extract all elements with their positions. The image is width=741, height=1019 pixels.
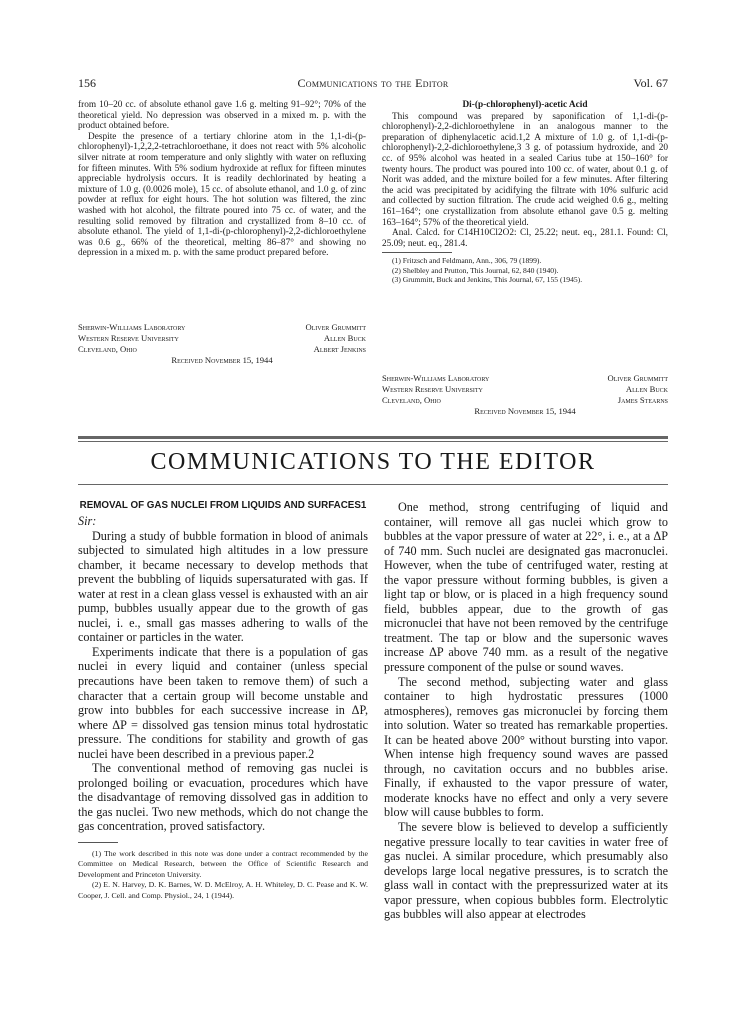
footnote: (1) The work described in this note was done under a contract recommended by the Committee on Medical Research, between the Office of Scientific Research and Development and Princeton University. [78,849,368,879]
author-name: James Stearns [617,395,668,405]
paragraph: This compound was prepared by saponification of 1,1-di-(p-chlorophenyl)-2,2-dichloroethylene in an analogous manner to the preparation of diphenylacetic acid.1,2 A mixture of 1.0 g. of 1,1-di-(p-chlorophenyl)-2,2-dichloroethylene,3 3 g. of potassium hydroxide, and 20 cc. of 95% alcohol was heated in a sealed Carius tube at 150–160° for twenty hours. The product was poured into 100 cc. of water, about 0.1 g. of Norit was added, and the mixture boiled for a few minutes. After filtering the acid was precipitated by acidifying the filtrate with 10% sulfuric acid and collected by suction filtration. The crude acid weighed 0.6 g., melting 161–164°; one crystallization from absolute ethanol gave 0.5 g. melting 163–164°; 57% of the theoretical yield. [382,111,668,228]
analysis-line: Anal. Calcd. for C14H10Cl2O2: Cl, 25.22; neut. eq., 281.1. Found: Cl, 25.09; neut. eq., 281.4. [382,228,668,249]
article-left-column [78,500,368,901]
paragraph: Experiments indicate that there is a population of gas nuclei in every liquid and container (unless special precautions have been taken to remove them) of such a character that a certain group will become unstable and grow into bubbles for each successive increase in ΔP, where ΔP = dissolved gas tension minus total hydrostatic pressure. The conditions for stability and growth of gas nuclei have been described in a previous paper.2 [78,644,368,761]
paragraph: The conventional method of removing gas nuclei is prolonged boiling or evacuation, procedures which have the disadvantage of removing dissolved gas in addition to the gas nuclei. Two new methods, which do not change the gas concentration, proved satisfactory. [78,761,368,834]
affiliation-line: Sherwin-Williams Laboratory [382,373,490,383]
footnote: (3) Grummitt, Buck and Jenkins, This Journal, 67, 155 (1945). [392,274,583,284]
top-left-column [78,100,366,259]
page-number: 156 [78,76,96,90]
affiliation-line: Western Reserve University [382,384,483,394]
section-divider-rule [78,436,668,439]
author-name: Allen Buck [323,333,366,343]
paragraph: One method, strong centrifuging of liquid and container, will remove all gas nuclei which grow to bubbles at the vapor pressure of water at 22°, i. e., at a ΔP of 740 mm. Such nuclei are designated gas macronuclei. However, when the tube of centrifuged water, resting at the vapor pressure without forming bubbles, is given a light tap or blow, or is placed in a high frequency sound field, bubbles appear, due to the growth of gas micronuclei that have not been removed by the centrifuge treatment. The tap or blow and the supersonic waves increase ΔP above 740 mm. as a result of the negative pressure component of the pulse or sound waves. [384,500,668,675]
signature-block [78,322,366,366]
paragraph: During a study of bubble formation in blood of animals subjected to simulated high altitudes in a low pressure chamber, it became necessary to develop methods that prevent the bubbling of liquids supersaturated with gas. If water at rest in a clean glass vessel is exhausted with an air pump, bubbles usually appear due to the growth of gas nuclei, i. e., small gas masses adhering to walls of the container or particles in the water. [78,528,368,645]
author-name: Albert Jenkins [313,344,366,354]
paragraph: from 10–20 cc. of absolute ethanol gave 1.6 g. melting 91–92°; 70% of the theoretical yield. No depression was observed in a mixed m. p. with the product obtained before. [78,100,366,132]
author-name: Allen Buck [625,384,668,394]
affiliation-line: Cleveland, Ohio [78,344,137,354]
affiliation-line: Cleveland, Ohio [382,395,441,405]
paragraph: Despite the presence of a tertiary chlorine atom in the 1,1-di-(p-chlorophenyl)-1,2,2,2-tetrachloroethane, it does not react with 5% alcoholic silver nitrate at room temperature and only slightly with water on refluxing for fifteen minutes. With 5% sodium hydroxide at reflux for fifteen minutes appreciable hydrolysis occurs. It is readily dechlorinated by heating a mixture of 1.0 g. (0.0026 mole), 15 cc. of absolute ethanol, and 1.0 g. of zinc powder at reflux for eight hours. The hot solution was filtered, the zinc washed with hot alcohol, the filtrate poured into 75 cc. of water, and the resulting solid removed by filtration and crystallized from 8–10 cc. of absolute ethanol. The yield of 1,1-di-(p-chlorophenyl)-2,2-dichloroethylene was 0.6 g., 66% of the theoretical, melting 86–87° and showing no depression in a mixed m. p. with the same product prepared before. [78,131,366,259]
footnote: (2) E. N. Harvey, D. K. Barnes, W. D. McElroy, A. H. Whiteley, D. C. Pease and K. W. Cooper, J. Cell. and Comp. Physiol., 24, 1 (1944). [78,880,368,900]
paragraph: The second method, subjecting water and glass container to high hydrostatic pressures (1000 atmospheres), removes gas micronuclei by forcing them into solution. Water so treated has remarkable properties. It can be heated above 200° without bursting into vapor. When intense high frequency sound waves are passed through, no cavitation occurs and no bubbles arise. Finally, if exhausted to the vapor pressure of water, moderate knocks have no effect and only a very severe blow will cause bubbles to form. [384,674,668,820]
top-right-column [382,100,668,284]
article-right-column [384,500,668,922]
affiliation-line: Western Reserve University [78,333,179,343]
author-name: Oliver Grummitt [305,322,366,332]
salutation: Sir: [78,514,97,528]
footnote: (1) Fritzsch and Feldmann, Ann., 306, 79 (1899). [392,256,542,266]
signature-block [382,373,668,417]
footnote-rule [78,842,118,843]
footnote: (2) Shelbley and Prutton, This Journal, 62, 840 (1940). [392,265,559,275]
received-date: Received November 15, 1944 [474,406,576,416]
affiliation-line: Sherwin-Williams Laboratory [78,322,186,332]
volume-label: Vol. 67 [633,76,668,90]
section-title: COMMUNICATIONS TO THE EDITOR [150,449,596,475]
author-name: Oliver Grummitt [607,373,668,383]
paragraph: The severe blow is believed to develop a sufficiently negative pressure locally to tear cavities in water free of gas nuclei. A similar procedure, which presumably also develops large local negative pressures, is to scratch the glass wall in contact with the prepressurized water at its vapor pressure, when copious bubbles form. Electrolytic gas bubbles will also appear at electrodes [384,820,668,922]
section-divider-rule [78,441,668,442]
running-header [78,76,668,92]
section-divider-rule [78,484,668,485]
article-title: REMOVAL OF GAS NUCLEI FROM LIQUIDS AND SURFACES1 [79,500,367,511]
footnote-rule [382,252,452,253]
section-heading: Di-(p-chlorophenyl)-acetic Acid [462,100,588,110]
received-date: Received November 15, 1944 [171,355,273,365]
running-title: Communications to the Editor [297,76,449,90]
